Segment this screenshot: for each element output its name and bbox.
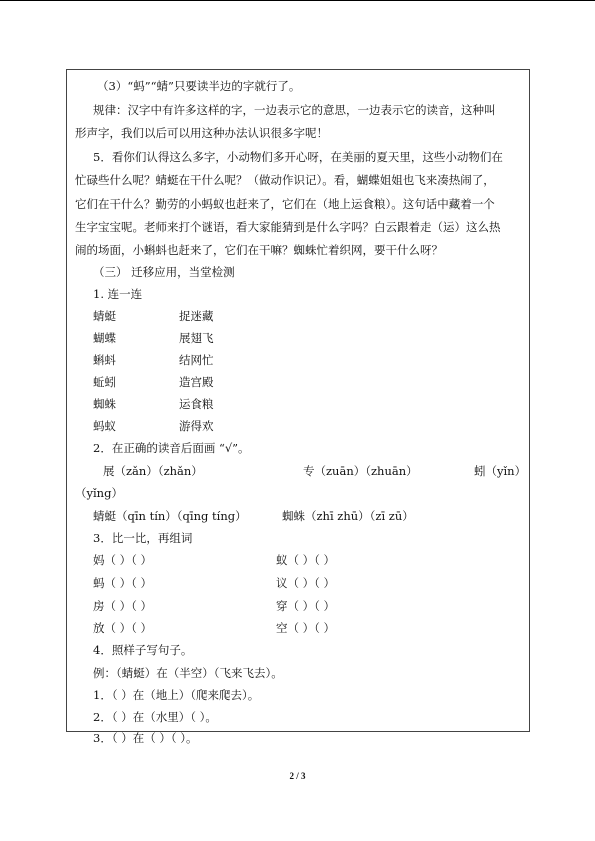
compare-left-item: 房（ ）（ ）: [93, 599, 153, 613]
step-5-line-2: 忙碌些什么呢？蜻蜓在干什么呢？（做动作识记）。看，蝴蝶姐姐也飞来凑热闹了，: [75, 173, 495, 187]
match-left-item: 蜘蛛: [93, 397, 116, 411]
pinyin-item-yin: 蚓（yǐn）: [474, 464, 527, 478]
match-left-item: 蝴蝶: [93, 331, 116, 345]
compare-right-item: 空（ ）（ ）: [276, 621, 336, 635]
match-right-item: 运食粮: [179, 397, 214, 411]
sentence-blank-3: 3．（ ）在（ ）（ ）。: [93, 731, 198, 745]
match-right-item: 捉迷藏: [179, 309, 214, 323]
section-3-heading: （三） 迁移应用，当堂检测: [93, 265, 235, 279]
exercise-3-title: 3．比一比，再组词: [93, 531, 193, 545]
exercise-2-title: 2．在正确的读音后面画 “√”。: [93, 441, 250, 455]
match-left-item: 蚂蚁: [93, 419, 116, 433]
pinyin-item-qingting: 蜻蜓（qīn tín）（qīng tíng）: [93, 509, 247, 523]
match-left-item: 蚯蚓: [93, 375, 116, 389]
compare-left-item: 妈（ ）（ ）: [93, 553, 153, 567]
sentence-blank-2: 2．（ ）在（水里）（ ）。: [93, 710, 217, 724]
pinyin-item-zhan: 展（zǎn）（zhǎn）: [103, 464, 203, 478]
top-rule: [0, 0, 595, 1]
exercise-4-title: 4．照样子写句子。: [93, 643, 193, 657]
step-5-line-1: 5．看你们认得这么多字，小动物们多开心呀，在美丽的夏天里，这些小动物们在: [93, 150, 503, 164]
pinyin-item-zhizhu: 蜘蛛（zhī zhū）（zī zū）: [282, 509, 414, 523]
pinyin-item-ying: （yǐng）: [75, 486, 123, 500]
compare-right-item: 蚁（ ）（ ）: [276, 553, 336, 567]
pinyin-item-zhuan: 专（zuān）（zhuān）: [303, 464, 418, 478]
match-left-item: 蝌蚪: [93, 353, 116, 367]
compare-right-item: 穿（ ）（ ）: [276, 599, 336, 613]
match-right-item: 结网忙: [179, 353, 214, 367]
exercise-1-title: 1. 连一连: [93, 287, 143, 301]
compare-left-item: 蚂（ ）（ ）: [93, 576, 153, 590]
page-number: 2 / 3: [289, 771, 306, 781]
rule-line-1: 规律：汉字中有许多这样的字，一边表示它的意思，一边表示它的读音，这种叫: [93, 103, 496, 117]
step-3-note: （3）“蚂”“蜻”只要读半边的字就行了。: [97, 79, 301, 93]
sentence-blank-1: 1．（ ）在（地上）（爬来爬去）。: [93, 688, 260, 702]
step-5-line-5: 闹的场面，小蝌蚪也赶来了，它们在干嘛？蜘蛛忙着织网，要干什么呀？: [75, 243, 443, 257]
match-right-item: 游得欢: [179, 419, 214, 433]
rule-line-2: 形声字，我们以后可以用这种办法认识很多字呢！: [75, 126, 328, 140]
match-right-item: 造宫殿: [179, 375, 214, 389]
sentence-example: 例：（蜻蜓）在（半空）（飞来飞去）。: [93, 666, 283, 680]
compare-left-item: 放（ ）（ ）: [93, 621, 153, 635]
step-5-line-4: 生字宝宝呢。老师来打个谜语，看大家能猜到是什么字吗？白云跟着走（运）这么热: [75, 220, 501, 234]
match-right-item: 展翅飞: [179, 331, 214, 345]
match-left-item: 蜻蜓: [93, 309, 116, 323]
compare-right-item: 议（ ）（ ）: [276, 576, 336, 590]
step-5-line-3: 它们在干什么？勤劳的小蚂蚁也赶来了，它们在（地上运食粮）。这句话中藏着一个: [75, 197, 495, 211]
